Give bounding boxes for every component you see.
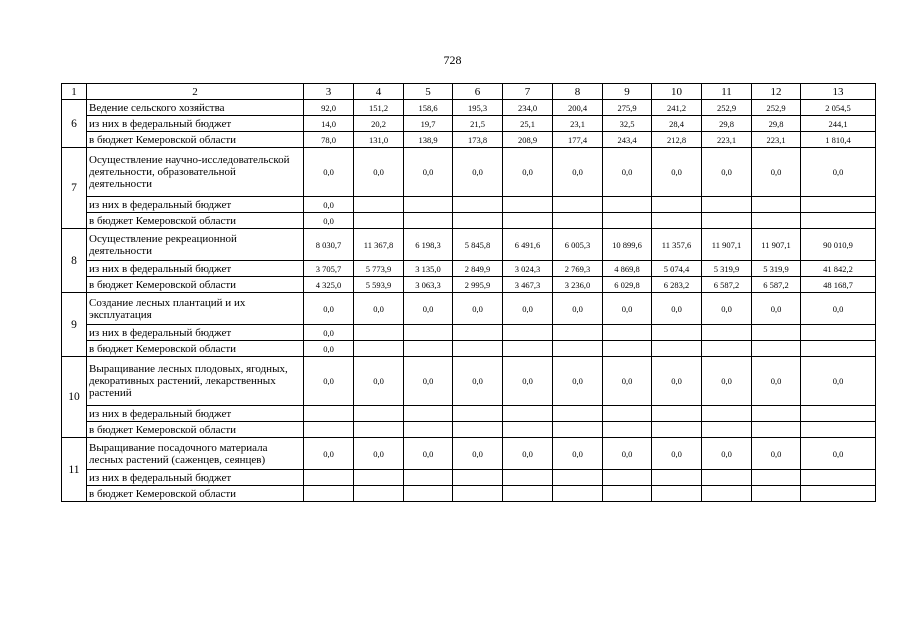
value-cell bbox=[652, 197, 702, 213]
header-cell: 2 bbox=[87, 84, 304, 100]
value-cell: 6 587,2 bbox=[752, 277, 801, 293]
value-cell: 2 054,5 bbox=[801, 100, 876, 116]
row-number: 10 bbox=[62, 357, 87, 438]
table-row bbox=[62, 293, 876, 325]
value-cell bbox=[503, 470, 553, 486]
row-label: в бюджет Кемеровской области bbox=[87, 422, 304, 438]
value-cell: 0,0 bbox=[354, 148, 404, 197]
value-cell: 1 810,4 bbox=[801, 132, 876, 148]
row-label: из них в федеральный бюджет bbox=[87, 197, 304, 213]
value-cell: 177,4 bbox=[553, 132, 603, 148]
value-cell bbox=[304, 470, 354, 486]
value-cell: 0,0 bbox=[752, 357, 801, 406]
value-cell: 0,0 bbox=[702, 148, 752, 197]
value-cell: 173,8 bbox=[453, 132, 503, 148]
value-cell: 252,9 bbox=[752, 100, 801, 116]
value-cell: 0,0 bbox=[304, 341, 354, 357]
header-cell: 12 bbox=[752, 84, 801, 100]
value-cell: 0,0 bbox=[453, 438, 503, 470]
value-cell bbox=[453, 213, 503, 229]
value-cell bbox=[404, 325, 453, 341]
row-label: из них в федеральный бюджет bbox=[87, 406, 304, 422]
value-cell: 158,6 bbox=[404, 100, 453, 116]
table-row bbox=[62, 261, 876, 277]
row-label: в бюджет Кемеровской области bbox=[87, 132, 304, 148]
value-cell: 3 063,3 bbox=[404, 277, 453, 293]
value-cell: 208,9 bbox=[503, 132, 553, 148]
value-cell: 48 168,7 bbox=[801, 277, 876, 293]
value-cell bbox=[752, 422, 801, 438]
value-cell: 0,0 bbox=[801, 148, 876, 197]
value-cell bbox=[652, 406, 702, 422]
value-cell: 0,0 bbox=[404, 357, 453, 406]
value-cell: 0,0 bbox=[304, 213, 354, 229]
value-cell: 0,0 bbox=[702, 357, 752, 406]
value-cell: 6 029,8 bbox=[603, 277, 652, 293]
row-number: 7 bbox=[62, 148, 87, 229]
value-cell bbox=[702, 325, 752, 341]
value-cell: 243,4 bbox=[603, 132, 652, 148]
value-cell bbox=[453, 406, 503, 422]
header-cell: 9 bbox=[603, 84, 652, 100]
value-cell bbox=[404, 197, 453, 213]
value-cell: 11 357,6 bbox=[652, 229, 702, 261]
value-cell: 200,4 bbox=[553, 100, 603, 116]
value-cell bbox=[801, 325, 876, 341]
value-cell: 0,0 bbox=[553, 438, 603, 470]
value-cell bbox=[553, 470, 603, 486]
value-cell: 0,0 bbox=[553, 357, 603, 406]
value-cell: 0,0 bbox=[801, 293, 876, 325]
table-row bbox=[62, 486, 876, 502]
value-cell: 244,1 bbox=[801, 116, 876, 132]
value-cell bbox=[354, 213, 404, 229]
value-cell bbox=[652, 486, 702, 502]
value-cell: 0,0 bbox=[404, 438, 453, 470]
value-cell bbox=[453, 486, 503, 502]
value-cell bbox=[652, 470, 702, 486]
row-label: из них в федеральный бюджет bbox=[87, 261, 304, 277]
value-cell bbox=[752, 197, 801, 213]
value-cell bbox=[801, 197, 876, 213]
value-cell bbox=[354, 422, 404, 438]
value-cell bbox=[503, 406, 553, 422]
value-cell bbox=[652, 341, 702, 357]
value-cell bbox=[503, 486, 553, 502]
page-number: 728 bbox=[443, 53, 462, 67]
value-cell: 5 593,9 bbox=[354, 277, 404, 293]
header-cell: 7 bbox=[503, 84, 553, 100]
row-number: 6 bbox=[62, 100, 87, 148]
table-row bbox=[62, 470, 876, 486]
value-cell: 0,0 bbox=[553, 293, 603, 325]
row-number: 11 bbox=[62, 438, 87, 502]
row-label: из них в федеральный бюджет bbox=[87, 325, 304, 341]
value-cell: 195,3 bbox=[453, 100, 503, 116]
value-cell: 0,0 bbox=[603, 148, 652, 197]
value-cell: 11 367,8 bbox=[354, 229, 404, 261]
value-cell: 0,0 bbox=[453, 148, 503, 197]
header-cell: 10 bbox=[652, 84, 702, 100]
table-row bbox=[62, 357, 876, 406]
value-cell: 0,0 bbox=[354, 293, 404, 325]
value-cell: 0,0 bbox=[652, 438, 702, 470]
row-label: Осуществление научно-исследовательской деятельности, образовательной деятельности bbox=[87, 148, 304, 197]
value-cell bbox=[553, 406, 603, 422]
table-row bbox=[62, 229, 876, 261]
value-cell bbox=[652, 213, 702, 229]
value-cell bbox=[752, 341, 801, 357]
value-cell bbox=[553, 213, 603, 229]
value-cell bbox=[752, 486, 801, 502]
value-cell bbox=[404, 422, 453, 438]
table-row bbox=[62, 277, 876, 293]
value-cell bbox=[503, 197, 553, 213]
value-cell bbox=[354, 406, 404, 422]
value-cell: 6 587,2 bbox=[702, 277, 752, 293]
value-cell: 0,0 bbox=[503, 293, 553, 325]
value-cell bbox=[354, 197, 404, 213]
value-cell: 5 074,4 bbox=[652, 261, 702, 277]
value-cell bbox=[503, 341, 553, 357]
row-label: Ведение сельского хозяйства bbox=[87, 100, 304, 116]
value-cell: 4 869,8 bbox=[603, 261, 652, 277]
value-cell bbox=[503, 325, 553, 341]
value-cell bbox=[652, 422, 702, 438]
value-cell bbox=[603, 406, 652, 422]
value-cell: 5 773,9 bbox=[354, 261, 404, 277]
value-cell: 28,4 bbox=[652, 116, 702, 132]
value-cell bbox=[801, 406, 876, 422]
value-cell bbox=[503, 422, 553, 438]
value-cell bbox=[404, 486, 453, 502]
value-cell bbox=[603, 422, 652, 438]
value-cell bbox=[652, 325, 702, 341]
value-cell bbox=[752, 406, 801, 422]
table-row bbox=[62, 100, 876, 116]
value-cell: 0,0 bbox=[304, 148, 354, 197]
value-cell: 0,0 bbox=[354, 438, 404, 470]
value-cell bbox=[603, 470, 652, 486]
value-cell bbox=[304, 406, 354, 422]
row-label: из них в федеральный бюджет bbox=[87, 470, 304, 486]
value-cell: 21,5 bbox=[453, 116, 503, 132]
value-cell bbox=[354, 470, 404, 486]
value-cell bbox=[304, 422, 354, 438]
value-cell: 8 030,7 bbox=[304, 229, 354, 261]
value-cell: 2 769,3 bbox=[553, 261, 603, 277]
value-cell: 0,0 bbox=[603, 438, 652, 470]
value-cell bbox=[801, 422, 876, 438]
value-cell bbox=[752, 470, 801, 486]
value-cell: 3 705,7 bbox=[304, 261, 354, 277]
header-cell: 3 bbox=[304, 84, 354, 100]
value-cell: 3 236,0 bbox=[553, 277, 603, 293]
value-cell: 212,8 bbox=[652, 132, 702, 148]
value-cell bbox=[801, 470, 876, 486]
row-number: 8 bbox=[62, 229, 87, 293]
value-cell: 0,0 bbox=[304, 197, 354, 213]
header-cell: 4 bbox=[354, 84, 404, 100]
value-cell bbox=[801, 213, 876, 229]
value-cell: 223,1 bbox=[752, 132, 801, 148]
value-cell bbox=[603, 213, 652, 229]
value-cell: 5 319,9 bbox=[752, 261, 801, 277]
value-cell bbox=[453, 470, 503, 486]
row-label: из них в федеральный бюджет bbox=[87, 116, 304, 132]
value-cell bbox=[354, 486, 404, 502]
value-cell: 10 899,6 bbox=[603, 229, 652, 261]
value-cell: 0,0 bbox=[453, 293, 503, 325]
value-cell bbox=[603, 325, 652, 341]
value-cell bbox=[702, 470, 752, 486]
value-cell: 0,0 bbox=[652, 357, 702, 406]
value-cell: 241,2 bbox=[652, 100, 702, 116]
value-cell: 0,0 bbox=[752, 293, 801, 325]
table-row bbox=[62, 197, 876, 213]
value-cell: 0,0 bbox=[304, 438, 354, 470]
value-cell: 0,0 bbox=[354, 357, 404, 406]
header-cell: 5 bbox=[404, 84, 453, 100]
value-cell bbox=[404, 470, 453, 486]
value-cell bbox=[702, 422, 752, 438]
value-cell: 0,0 bbox=[503, 438, 553, 470]
value-cell bbox=[603, 341, 652, 357]
value-cell: 0,0 bbox=[702, 438, 752, 470]
value-cell: 0,0 bbox=[603, 293, 652, 325]
row-label: Выращивание лесных плодовых, ягодных, декоративных растений, лекарственных растений bbox=[87, 357, 304, 406]
row-label: Осуществление рекреационной деятельности bbox=[87, 229, 304, 261]
value-cell bbox=[752, 213, 801, 229]
value-cell: 0,0 bbox=[304, 357, 354, 406]
value-cell bbox=[404, 341, 453, 357]
value-cell: 19,7 bbox=[404, 116, 453, 132]
value-cell bbox=[702, 486, 752, 502]
value-cell bbox=[304, 486, 354, 502]
value-cell: 3 467,3 bbox=[503, 277, 553, 293]
value-cell bbox=[503, 213, 553, 229]
value-cell: 0,0 bbox=[304, 325, 354, 341]
header-cell: 13 bbox=[801, 84, 876, 100]
value-cell: 234,0 bbox=[503, 100, 553, 116]
value-cell bbox=[404, 213, 453, 229]
value-cell: 0,0 bbox=[652, 293, 702, 325]
value-cell: 41 842,2 bbox=[801, 261, 876, 277]
value-cell: 90 010,9 bbox=[801, 229, 876, 261]
value-cell bbox=[752, 325, 801, 341]
budget-table bbox=[61, 83, 876, 502]
row-label: в бюджет Кемеровской области bbox=[87, 486, 304, 502]
value-cell: 0,0 bbox=[404, 148, 453, 197]
value-cell: 3 135,0 bbox=[404, 261, 453, 277]
value-cell: 78,0 bbox=[304, 132, 354, 148]
value-cell bbox=[354, 325, 404, 341]
row-label: в бюджет Кемеровской области bbox=[87, 341, 304, 357]
value-cell: 14,0 bbox=[304, 116, 354, 132]
table-row bbox=[62, 438, 876, 470]
value-cell: 151,2 bbox=[354, 100, 404, 116]
value-cell bbox=[702, 341, 752, 357]
value-cell: 0,0 bbox=[404, 293, 453, 325]
value-cell: 252,9 bbox=[702, 100, 752, 116]
value-cell: 29,8 bbox=[702, 116, 752, 132]
value-cell: 32,5 bbox=[603, 116, 652, 132]
value-cell: 29,8 bbox=[752, 116, 801, 132]
value-cell: 0,0 bbox=[752, 438, 801, 470]
value-cell bbox=[453, 325, 503, 341]
header-cell: 8 bbox=[553, 84, 603, 100]
value-cell bbox=[801, 341, 876, 357]
header-row bbox=[62, 84, 876, 100]
value-cell: 11 907,1 bbox=[702, 229, 752, 261]
value-cell: 275,9 bbox=[603, 100, 652, 116]
value-cell: 223,1 bbox=[702, 132, 752, 148]
row-label: в бюджет Кемеровской области bbox=[87, 213, 304, 229]
value-cell bbox=[603, 486, 652, 502]
value-cell: 0,0 bbox=[702, 293, 752, 325]
table-row bbox=[62, 132, 876, 148]
row-label: Выращивание посадочного материала лесных растений (саженцев, сеянцев) bbox=[87, 438, 304, 470]
table-row bbox=[62, 325, 876, 341]
value-cell bbox=[801, 486, 876, 502]
value-cell: 6 005,3 bbox=[553, 229, 603, 261]
value-cell bbox=[404, 406, 453, 422]
value-cell: 0,0 bbox=[503, 357, 553, 406]
value-cell: 131,0 bbox=[354, 132, 404, 148]
value-cell bbox=[553, 422, 603, 438]
header-cell: 6 bbox=[453, 84, 503, 100]
value-cell: 0,0 bbox=[603, 357, 652, 406]
value-cell bbox=[553, 341, 603, 357]
value-cell: 0,0 bbox=[752, 148, 801, 197]
table-row bbox=[62, 116, 876, 132]
value-cell bbox=[453, 422, 503, 438]
header-cell: 1 bbox=[62, 84, 87, 100]
table-row bbox=[62, 148, 876, 197]
value-cell: 6 283,2 bbox=[652, 277, 702, 293]
row-number: 9 bbox=[62, 293, 87, 357]
header-cell: 11 bbox=[702, 84, 752, 100]
value-cell: 0,0 bbox=[453, 357, 503, 406]
value-cell: 20,2 bbox=[354, 116, 404, 132]
row-label: в бюджет Кемеровской области bbox=[87, 277, 304, 293]
value-cell: 0,0 bbox=[652, 148, 702, 197]
value-cell bbox=[553, 486, 603, 502]
value-cell: 6 198,3 bbox=[404, 229, 453, 261]
value-cell bbox=[553, 325, 603, 341]
value-cell: 25,1 bbox=[503, 116, 553, 132]
row-label: Создание лесных плантаций и их эксплуатация bbox=[87, 293, 304, 325]
value-cell: 0,0 bbox=[304, 293, 354, 325]
value-cell: 0,0 bbox=[801, 357, 876, 406]
value-cell bbox=[553, 197, 603, 213]
value-cell: 5 319,9 bbox=[702, 261, 752, 277]
value-cell bbox=[702, 406, 752, 422]
value-cell: 3 024,3 bbox=[503, 261, 553, 277]
value-cell: 5 845,8 bbox=[453, 229, 503, 261]
table-row bbox=[62, 422, 876, 438]
value-cell: 0,0 bbox=[801, 438, 876, 470]
value-cell bbox=[354, 341, 404, 357]
value-cell bbox=[702, 197, 752, 213]
value-cell: 4 325,0 bbox=[304, 277, 354, 293]
value-cell bbox=[453, 197, 503, 213]
value-cell: 2 849,9 bbox=[453, 261, 503, 277]
value-cell: 138,9 bbox=[404, 132, 453, 148]
table-row bbox=[62, 213, 876, 229]
value-cell: 2 995,9 bbox=[453, 277, 503, 293]
value-cell: 6 491,6 bbox=[503, 229, 553, 261]
value-cell: 0,0 bbox=[553, 148, 603, 197]
value-cell: 11 907,1 bbox=[752, 229, 801, 261]
value-cell bbox=[702, 213, 752, 229]
value-cell: 0,0 bbox=[503, 148, 553, 197]
value-cell bbox=[603, 197, 652, 213]
value-cell bbox=[453, 341, 503, 357]
value-cell: 23,1 bbox=[553, 116, 603, 132]
table-row bbox=[62, 341, 876, 357]
table-row bbox=[62, 406, 876, 422]
value-cell: 92,0 bbox=[304, 100, 354, 116]
